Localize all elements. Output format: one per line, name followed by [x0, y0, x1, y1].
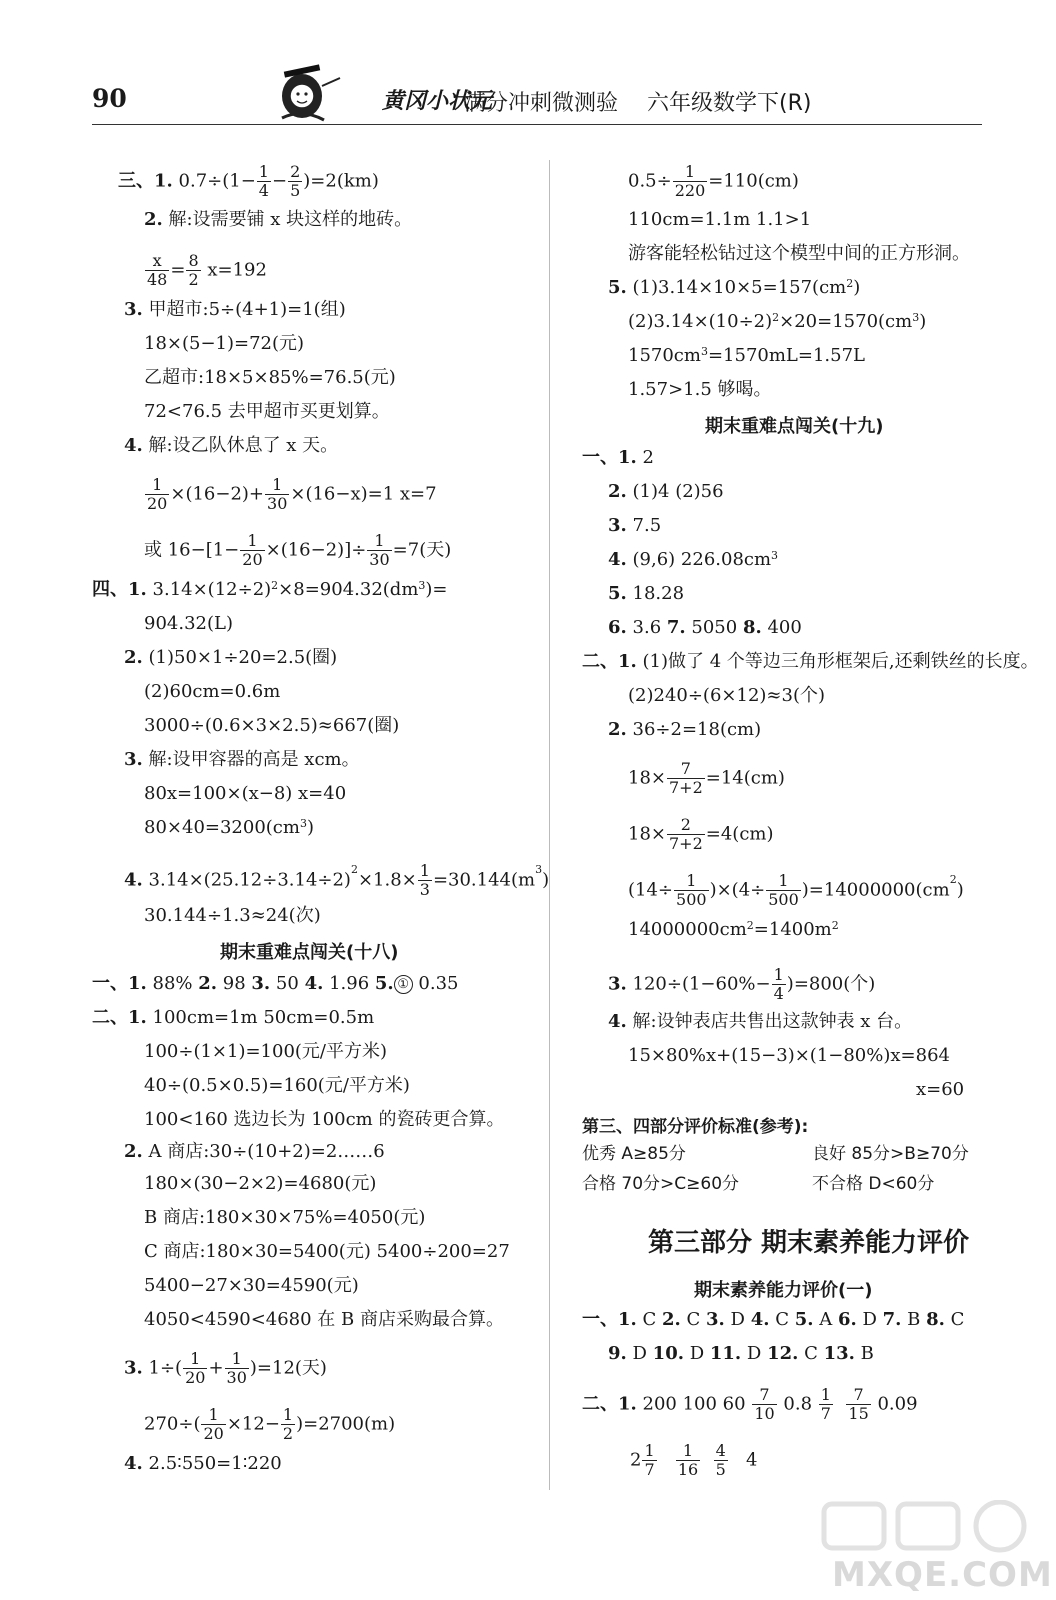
- answer-line: 3. 120÷(1−60%− $\frac{1}{4}$ )=800(个): [608, 965, 876, 1003]
- answer-line: 6. 3.6 7. 5050 8. 400: [608, 617, 802, 638]
- answer-line: x=60: [916, 1079, 965, 1100]
- answer-line: 2 $\frac{1}{7}$ $\frac{1}{16}$ $\frac{4}{5}$ 4: [630, 1441, 758, 1479]
- answer-line: 3. 1÷( $\frac{1}{20}$ + $\frac{1}{30}$ )=12(天): [124, 1349, 327, 1387]
- answer-line: 100<160 选边长为 100cm 的瓷砖更合算。: [144, 1109, 505, 1130]
- column-divider: [549, 160, 550, 1490]
- answer-line: 4. $3.14\times(25.12\div 3.14\div 2)^2\times 1.8\times$ $\frac{1}{3}$ $=30.144(m^3)$: [124, 861, 550, 899]
- section-heading: 期末素养能力评价(一): [694, 1280, 873, 1301]
- page-number: 90: [92, 84, 127, 113]
- answer-line: 1.57>1.5 够喝。: [628, 379, 772, 400]
- answer-line: 4. (9,6) $226.08cm^3$: [608, 549, 779, 570]
- answer-line: 9. D 10. D 11. D 12. C 13. B: [608, 1343, 874, 1364]
- answer-line: 904.32(L): [144, 613, 233, 634]
- answer-line: 5. 18.28: [608, 583, 685, 604]
- answer-line: 二、1. (1)做了 4 个等边三角形框架后,还剩铁丝的长度。: [582, 651, 1039, 672]
- section-heading: 期末重难点闯关(十九): [705, 416, 884, 437]
- answer-line: $1570cm^3=1570mL=1.57L$: [628, 345, 865, 366]
- answer-line: 2. 36÷2=18(cm): [608, 719, 762, 740]
- watermark-text: MXQE.COM: [832, 1555, 1053, 1595]
- answer-line: 30.144÷1.3≈24(次): [144, 905, 321, 926]
- answer-line: 100÷(1×1)=100(元/平方米): [144, 1041, 388, 1062]
- answer-line: 18×(5−1)=72(元): [144, 333, 305, 354]
- evaluation-criterion: 优秀 A≥85分: [582, 1144, 686, 1164]
- answer-line: 18× $\frac{7}{7+2}$ =14(cm): [628, 759, 785, 797]
- answer-line: 3. 解:设甲容器的高是 xcm。: [124, 749, 360, 770]
- answer-line: 4. 解:设钟表店共售出这款钟表 x 台。: [608, 1011, 913, 1032]
- answer-line: 0.5÷ $\frac{1}{220}$ =110(cm): [628, 162, 799, 200]
- answer-line: 二、1. 100cm=1m 50cm=0.5m: [92, 1007, 375, 1028]
- answer-line: 4050<4590<4680 在 B 商店采购最合算。: [144, 1309, 504, 1330]
- circled-one-icon: ①: [394, 975, 413, 994]
- answer-line: 3. 7.5: [608, 515, 662, 536]
- section-heading: 期末重难点闯关(十八): [220, 942, 399, 963]
- answer-line: B 商店:180×30×75%=4050(元): [144, 1207, 426, 1228]
- answer-line: 270÷( $\frac{1}{20}$ ×12− $\frac{1}{2}$ )=2700(m): [144, 1405, 396, 1443]
- answer-line: 一、1. 88% 2. 98 3. 50 4. 1.96 5. ① 0.35: [92, 973, 459, 994]
- book-grade: 六年级数学下(R): [647, 91, 812, 116]
- answer-line: 72<76.5 去甲超市买更划算。: [144, 401, 390, 422]
- answer-line: 三、1. 0.7÷(1− $\frac{1}{4}$ − $\frac{2}{5}$ )=2(km): [118, 162, 379, 200]
- header-rule: [92, 124, 982, 125]
- answer-line: $\frac{x}{48}$ = $\frac{8}{2}$ x=192: [147, 251, 267, 289]
- answer-line: 40÷(0.5×0.5)=160(元/平方米): [144, 1075, 410, 1096]
- evaluation-criterion: 良好 85分>B≥70分: [812, 1144, 969, 1164]
- answer-line: 2. A 商店:30÷(10+2)=2……6: [124, 1141, 385, 1162]
- answer-line: 或 16−[1− $\frac{1}{20}$ ×(16−2)]÷ $\frac{1}{30}$ =7(天): [144, 531, 452, 569]
- answer-line: (14÷ $\frac{1}{500}$ )×(4÷ $\frac{1}{500}$ )$=14000000(cm^2)$: [628, 871, 964, 909]
- mascot-logo-icon: [262, 56, 382, 128]
- answer-line: 18× $\frac{2}{7+2}$ =4(cm): [628, 815, 774, 853]
- answer-line: 3. 甲超市:5÷(4+1)=1(组): [124, 299, 346, 320]
- answer-line: 5. $(1)3.14\times 10\times 5=157(cm^2)$: [608, 277, 861, 298]
- answer-line: 四、1. $3.14\times(12\div 2)^2\times 8=904.32(dm^3)=$: [92, 579, 448, 600]
- answer-line: 二、1. 200 100 60 $\frac{7}{10}$ 0.8 $\frac{1}{7}$ $\frac{7}{15}$ 0.09: [582, 1385, 918, 1423]
- answer-line: $(2)3.14\times(10\div 2)^2\times 20=1570(cm^3)$: [628, 311, 927, 332]
- evaluation-criterion: 合格 70分>C≥60分: [582, 1174, 740, 1194]
- answer-line: $80\times 40=3200(cm^3)$: [144, 817, 314, 838]
- answer-line: 110cm=1.1m 1.1>1: [628, 209, 812, 230]
- part-heading: 第三部分 期末素养能力评价: [648, 1228, 970, 1258]
- answer-line: 2. 解:设需要铺 x 块这样的地砖。: [144, 209, 413, 230]
- answer-line: (2)60cm=0.6m: [144, 681, 281, 702]
- answer-line: 一、1. 2: [582, 447, 654, 468]
- answer-line: (2)240÷(6×12)≈3(个): [628, 685, 825, 706]
- answer-line: 4. 解:设乙队休息了 x 天。: [124, 435, 339, 456]
- answer-line: 3000÷(0.6×3×2.5)≈667(圈): [144, 715, 400, 736]
- answer-line: 2. (1)50×1÷20=2.5(圈): [124, 647, 338, 668]
- brand-name: 黄冈小状元: [382, 88, 493, 114]
- answer-line: 15×80%x+(15−3)×(1−80%)x=864: [628, 1045, 950, 1066]
- answer-line: 4. 2.5∶550=1∶220: [124, 1453, 282, 1474]
- answer-line: 一、1. C 2. C 3. D 4. C 5. A 6. D 7. B 8. C: [582, 1309, 965, 1330]
- evaluation-title: 第三、四部分评价标准(参考):: [582, 1117, 809, 1137]
- answer-line: 2. (1)4 (2)56: [608, 481, 724, 502]
- answer-line: C 商店:180×30=5400(元) 5400÷200=27: [144, 1241, 510, 1262]
- evaluation-criterion: 不合格 D<60分: [812, 1174, 935, 1194]
- book-series: 满分冲刺微测验: [464, 91, 619, 116]
- answer-line: 5400−27×30=4590(元): [144, 1275, 359, 1296]
- answer-line: $\frac{1}{20}$ ×(16−2)+ $\frac{1}{30}$ ×(16−x)=1 x=7: [147, 475, 437, 513]
- answer-line: 游客能轻松钻过这个模型中间的正方形洞。: [628, 243, 970, 264]
- page-header: [92, 70, 982, 126]
- answer-line: $14000000cm^2=1400m^2$: [628, 919, 839, 940]
- answer-line: 180×(30−2×2)=4680(元): [144, 1173, 377, 1194]
- answer-line: 80x=100×(x−8) x=40: [144, 783, 347, 804]
- answer-line: 乙超市:18×5×85%=76.5(元): [144, 367, 396, 388]
